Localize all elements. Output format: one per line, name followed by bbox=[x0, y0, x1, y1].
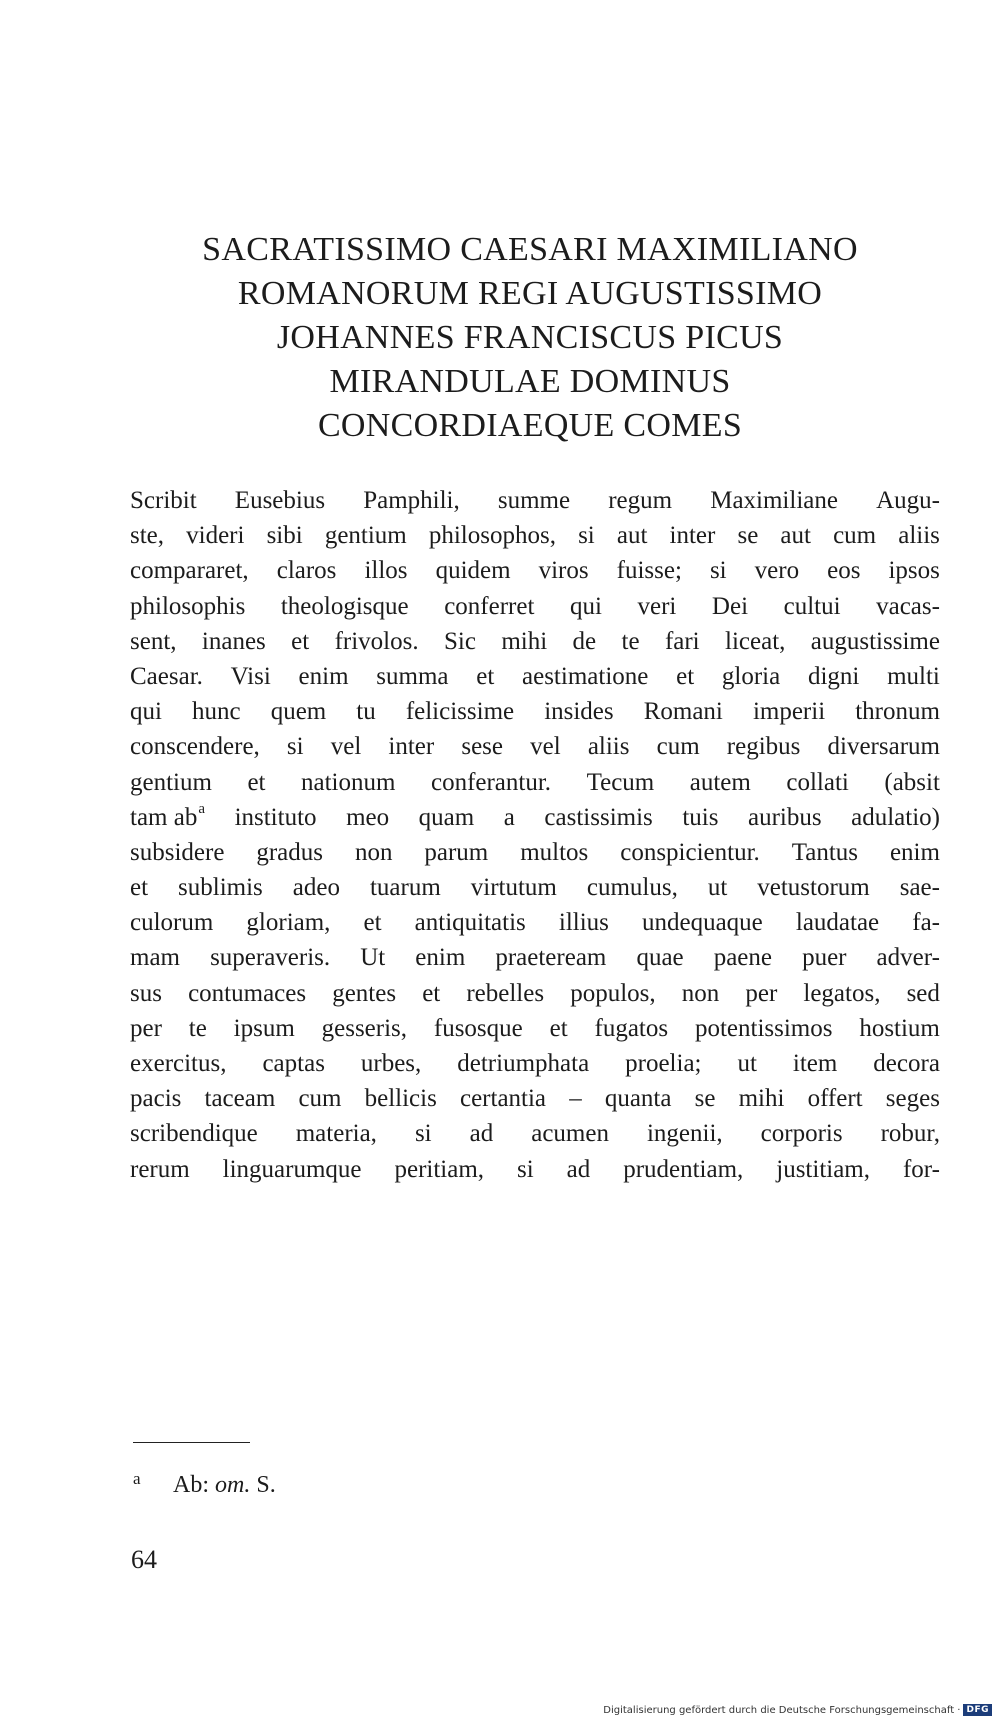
body-line bbox=[130, 518, 940, 553]
word: eos bbox=[827, 557, 861, 585]
word: Caesar. bbox=[130, 662, 203, 690]
body-line bbox=[130, 659, 940, 694]
word: compararet, bbox=[130, 557, 249, 585]
word: liceat, bbox=[725, 627, 786, 655]
word: tu bbox=[356, 698, 376, 726]
credit-text: Digitalisierung gefördert durch die Deutsche Forschungsgemeinschaft · bbox=[603, 1704, 961, 1716]
word: mam bbox=[130, 944, 180, 972]
line-fragment: tam ab bbox=[130, 803, 198, 831]
heading-line: ROMANORUM REGI AUGUSTISSIMO bbox=[237, 275, 823, 312]
word: inanes bbox=[201, 627, 266, 655]
word: urbes, bbox=[360, 1050, 422, 1077]
word: conspicientur. bbox=[620, 838, 760, 866]
page-number: 64 bbox=[131, 1545, 157, 1574]
word: antiquitatis bbox=[414, 909, 526, 937]
word: nationum bbox=[301, 768, 396, 796]
word: viros bbox=[538, 557, 589, 585]
word: claros bbox=[276, 557, 337, 585]
word: Dei bbox=[711, 592, 749, 620]
word: Maximiliane bbox=[710, 487, 838, 514]
word: philosophos, bbox=[428, 522, 556, 550]
word: justitiam, bbox=[776, 1155, 870, 1183]
word: veri bbox=[637, 592, 677, 620]
word: conferantur. bbox=[430, 768, 552, 796]
word: enim bbox=[889, 838, 940, 866]
word: ad bbox=[566, 1155, 591, 1183]
word: ut bbox=[707, 874, 728, 902]
word: et bbox=[363, 909, 382, 937]
word: virtutum bbox=[470, 874, 557, 902]
word: aestimatione bbox=[522, 662, 649, 690]
footnote-divider bbox=[133, 1442, 250, 1443]
word: summa bbox=[376, 662, 449, 690]
word: puer bbox=[802, 944, 847, 972]
word: per bbox=[745, 979, 778, 1007]
word: robur, bbox=[880, 1120, 940, 1148]
word: videri bbox=[186, 522, 245, 550]
word: te bbox=[621, 627, 640, 655]
word: et bbox=[676, 662, 695, 690]
word: materia, bbox=[295, 1120, 377, 1148]
body-line bbox=[130, 976, 940, 1011]
body-line bbox=[130, 553, 940, 588]
word: mihi bbox=[738, 1085, 785, 1113]
word: Ut bbox=[360, 944, 386, 972]
dedication-heading bbox=[120, 228, 940, 448]
word: insides bbox=[544, 698, 614, 726]
word: multi bbox=[887, 662, 940, 690]
word: prudentiam, bbox=[623, 1155, 744, 1183]
word: meo bbox=[346, 803, 390, 831]
word: fa- bbox=[912, 909, 940, 937]
word: thronum bbox=[855, 698, 940, 726]
word: potentissimos bbox=[694, 1014, 833, 1042]
word: corporis bbox=[760, 1120, 843, 1148]
word: ad bbox=[469, 1120, 494, 1148]
word: detriumphata bbox=[457, 1050, 590, 1077]
word: hunc bbox=[192, 698, 241, 726]
word: offert bbox=[807, 1085, 863, 1113]
word: sese bbox=[461, 733, 504, 761]
word: tuarum bbox=[369, 874, 441, 902]
word: et bbox=[549, 1014, 568, 1042]
word: populos, bbox=[570, 979, 656, 1007]
body-line bbox=[130, 1011, 940, 1046]
body-line bbox=[130, 589, 940, 624]
word: proelia; bbox=[625, 1050, 702, 1077]
word: Augu- bbox=[876, 487, 940, 514]
word: Sic bbox=[443, 627, 476, 655]
body-line bbox=[130, 940, 940, 975]
word: vero bbox=[754, 557, 800, 585]
body-line bbox=[130, 694, 940, 729]
word: mihi bbox=[501, 627, 548, 655]
word: et bbox=[422, 979, 441, 1007]
word: digni bbox=[807, 662, 860, 690]
word: frivolos. bbox=[334, 627, 419, 655]
word: paene bbox=[713, 944, 772, 972]
word: quem bbox=[270, 698, 327, 726]
word: vel bbox=[530, 733, 561, 761]
word: aut bbox=[616, 522, 648, 550]
word: praeteream bbox=[495, 944, 607, 972]
word: quae bbox=[636, 944, 684, 972]
word: certantia bbox=[459, 1085, 547, 1113]
word: castissimis bbox=[544, 803, 653, 831]
word: vacas- bbox=[876, 592, 940, 620]
word: et bbox=[291, 627, 310, 655]
word: adeo bbox=[292, 874, 340, 902]
word: quidem bbox=[435, 557, 511, 585]
word: gloria bbox=[721, 662, 781, 690]
word: gentium bbox=[130, 768, 212, 796]
word: peritiam, bbox=[394, 1155, 485, 1183]
word: aliis bbox=[587, 733, 630, 761]
heading-line: SACRATISSIMO CAESARI MAXIMILIANO bbox=[202, 231, 858, 268]
word: fari bbox=[664, 627, 700, 655]
word: Romani bbox=[643, 698, 723, 726]
word: Tecum bbox=[586, 768, 655, 796]
word: sus bbox=[130, 979, 162, 1007]
body-line bbox=[130, 905, 940, 940]
word: imperii bbox=[752, 698, 826, 726]
word: multos bbox=[520, 838, 589, 866]
word: cum bbox=[833, 522, 877, 550]
word: gradus bbox=[256, 838, 324, 866]
footnote bbox=[133, 1470, 276, 1502]
body-line bbox=[130, 1081, 940, 1116]
dfg-logo: DFG bbox=[963, 1704, 992, 1716]
word: Eusebius bbox=[234, 487, 326, 514]
word: hostium bbox=[859, 1014, 940, 1042]
word: de bbox=[572, 627, 597, 655]
word: cultui bbox=[783, 592, 841, 620]
word: Scribit bbox=[130, 487, 197, 514]
word: superaveris. bbox=[210, 944, 331, 972]
word: et bbox=[476, 662, 495, 690]
word: gentium bbox=[324, 522, 407, 550]
body-line bbox=[130, 1116, 940, 1151]
word: vetustorum bbox=[757, 874, 870, 902]
word: non bbox=[681, 979, 720, 1007]
word: inter bbox=[669, 522, 716, 550]
word: si bbox=[578, 522, 595, 550]
word: felicissime bbox=[405, 698, 515, 726]
word: scribendique bbox=[130, 1120, 258, 1148]
word: adver- bbox=[876, 944, 940, 972]
word: si bbox=[709, 557, 727, 585]
word: sed bbox=[906, 979, 940, 1007]
word: Pamphili, bbox=[363, 487, 460, 514]
body-line bbox=[130, 765, 940, 800]
word: quam bbox=[418, 803, 475, 831]
word: adulatio) bbox=[851, 803, 940, 831]
word: Visi bbox=[230, 662, 271, 690]
word: illius bbox=[558, 909, 609, 937]
word: ingenii, bbox=[646, 1120, 723, 1148]
word: decora bbox=[873, 1050, 940, 1077]
word: vel bbox=[330, 733, 362, 761]
body-line bbox=[130, 870, 940, 905]
body-line bbox=[130, 1046, 940, 1081]
word: illos bbox=[364, 557, 408, 585]
word: ipsum bbox=[233, 1014, 295, 1042]
word: legatos, bbox=[803, 979, 881, 1007]
word: si bbox=[414, 1120, 432, 1148]
word: culorum bbox=[130, 909, 214, 937]
word: augustissime bbox=[810, 627, 940, 655]
word: aliis bbox=[898, 522, 940, 550]
body-line-with-note bbox=[130, 800, 940, 835]
word: captas bbox=[262, 1050, 325, 1077]
word: taceam bbox=[204, 1085, 276, 1113]
word: rebelles bbox=[466, 979, 545, 1007]
word: enim bbox=[415, 944, 466, 972]
word: cum bbox=[656, 733, 700, 761]
word: seges bbox=[885, 1085, 940, 1113]
word: linguarumque bbox=[222, 1155, 362, 1183]
word: qui bbox=[569, 592, 602, 620]
word: et bbox=[130, 874, 149, 902]
heading-line: JOHANNES FRANCISCUS PICUS bbox=[276, 319, 784, 356]
word: si bbox=[516, 1155, 534, 1183]
word: rerum bbox=[130, 1155, 190, 1183]
word: pacis bbox=[130, 1085, 182, 1113]
word: parum bbox=[424, 838, 489, 866]
heading-line: MIRANDULAE DOMINUS bbox=[329, 363, 731, 400]
heading-line: CONCORDIAEQUE COMES bbox=[317, 407, 743, 444]
word: contumaces bbox=[188, 979, 307, 1007]
word: inter bbox=[388, 733, 435, 761]
word: Tantus bbox=[791, 838, 859, 866]
word: (absit bbox=[884, 768, 940, 796]
word: conferret bbox=[444, 592, 535, 620]
body-line bbox=[130, 624, 940, 659]
word: et bbox=[247, 768, 266, 796]
word: sent, bbox=[130, 627, 177, 655]
word: gloriam, bbox=[246, 909, 331, 937]
word: auribus bbox=[747, 803, 822, 831]
word: bellicis bbox=[364, 1085, 437, 1113]
word: autem bbox=[689, 768, 751, 796]
body-text bbox=[130, 483, 940, 1187]
word: ut bbox=[737, 1050, 757, 1077]
body-line bbox=[130, 835, 940, 870]
body-line-start bbox=[130, 800, 205, 835]
word: cum bbox=[298, 1085, 342, 1113]
word: tuis bbox=[682, 803, 719, 831]
word: si bbox=[286, 733, 304, 761]
body-line bbox=[130, 483, 940, 518]
word: enim bbox=[298, 662, 349, 690]
word: subsidere bbox=[130, 838, 225, 866]
word: laudatae bbox=[795, 909, 880, 937]
word: sibi bbox=[266, 522, 303, 550]
word: gesseris, bbox=[321, 1014, 408, 1042]
word: per bbox=[130, 1014, 162, 1042]
word: aut bbox=[780, 522, 811, 550]
body-line bbox=[130, 1152, 940, 1187]
word: philosophis bbox=[130, 592, 246, 620]
digitization-credit bbox=[603, 1704, 992, 1716]
word: collati bbox=[786, 768, 849, 796]
word: ste, bbox=[130, 522, 165, 550]
word: summe bbox=[497, 487, 571, 514]
word: te bbox=[188, 1014, 207, 1042]
word: non bbox=[354, 838, 393, 866]
word: sublimis bbox=[178, 874, 263, 902]
word: se bbox=[737, 522, 759, 550]
body-line bbox=[130, 729, 940, 764]
word: gentes bbox=[332, 979, 397, 1007]
footnote-text: Ab: bbox=[173, 1472, 209, 1498]
word: – bbox=[569, 1085, 582, 1113]
word: acumen bbox=[531, 1120, 609, 1148]
footnote-reference: a bbox=[198, 801, 206, 818]
word: conscendere, bbox=[130, 733, 260, 761]
word: fuisse; bbox=[616, 557, 682, 585]
word: ipsos bbox=[888, 557, 940, 585]
word: fugatos bbox=[594, 1014, 669, 1042]
word: qui bbox=[130, 698, 162, 726]
word: for- bbox=[902, 1155, 940, 1183]
word: diversarum bbox=[827, 733, 940, 761]
word: cumulus, bbox=[586, 874, 678, 902]
word: instituto bbox=[234, 803, 317, 831]
word: item bbox=[792, 1050, 838, 1077]
word: regum bbox=[608, 487, 673, 514]
word: exercitus, bbox=[130, 1050, 227, 1077]
word: quanta bbox=[604, 1085, 672, 1113]
word: regibus bbox=[726, 733, 801, 761]
footnote-rest: S. bbox=[256, 1472, 276, 1498]
word: undequaque bbox=[641, 909, 763, 937]
word: sae- bbox=[899, 874, 940, 902]
footnote-italic: om. bbox=[215, 1472, 251, 1498]
word: a bbox=[503, 803, 515, 831]
word: theologisque bbox=[280, 592, 409, 620]
word: se bbox=[694, 1085, 716, 1113]
word: fusosque bbox=[433, 1014, 523, 1042]
footnote-letter: a bbox=[133, 1469, 141, 1488]
